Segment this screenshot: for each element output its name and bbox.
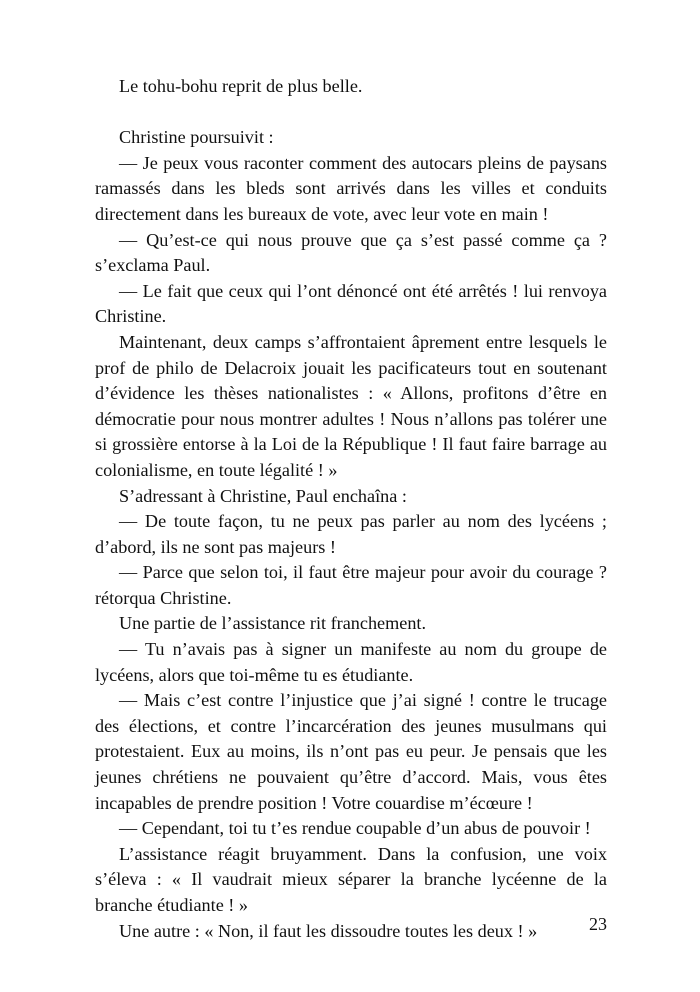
blank-line	[95, 100, 607, 126]
paragraph: Une autre : « Non, il faut les dissoudre toutes les deux ! »	[119, 920, 538, 941]
page-number: 23	[589, 914, 607, 934]
paragraph: — Mais c’est contre l’injustice que j’ai signé ! contre le trucage des élections, et contre l’incarcération des jeunes musulmans qui protestaient. Eux au moins, ils n’ont pas eu peur. Je pensais que les jeunes chrétiens ne pouvaient qu’être d’accord. Mais, vous êtes incapables de prendre position ! Votre couardise m’écœure !	[95, 690, 607, 813]
paragraph: Maintenant, deux camps s’affrontaient âprement entre lesquels le prof de philo de Delacroix jouait les pacificateurs tout en soutenant d’évidence les thèses nationalistes : « Allons, profitons d’être en démocratie pour nous montrer adultes ! Nous n’allons pas tolérer une si grossière entorse à la Loi de la République ! Il faut faire barrage au colonialisme, en toute légalité ! »	[95, 331, 607, 480]
paragraph: — Cependant, toi tu t’es rendue coupable d’un abus de pouvoir !	[119, 818, 591, 839]
paragraph: S’adressant à Christine, Paul enchaîna :	[119, 485, 407, 506]
paragraph: — Tu n’avais pas à signer un manifeste au nom du groupe de lycéens, alors que toi-même tu es étudiante.	[95, 639, 607, 685]
paragraph: — Le fait que ceux qui l’ont dénoncé ont été arrêtés ! lui renvoya Christine.	[95, 280, 607, 327]
paragraph: Le tohu-bohu reprit de plus belle.	[119, 76, 363, 96]
paragraph: — Parce que selon toi, il faut être majeur pour avoir du courage ? rétorqua Christine.	[95, 562, 607, 608]
paragraph: — Qu’est-ce qui nous prouve que ça s’est passé comme ça ? s’exclama Paul.	[95, 229, 607, 276]
paragraph: Une partie de l’assistance rit franchement.	[119, 613, 427, 634]
paragraph: — De toute façon, tu ne peux pas parler au nom des lycéens ; d’abord, ils ne sont pas majeurs !	[95, 511, 607, 557]
paragraph: L’assistance réagit bruyamment. Dans la confusion, une voix s’éleva : « Il vaudrait mieux séparer la branche lycéenne de la branche étudiante ! »	[95, 843, 607, 915]
paragraph: Christine poursuivit :	[119, 127, 274, 148]
paragraph: — Je peux vous raconter comment des autocars pleins de paysans ramassés dans les bleds sont arrivés dans les villes et conduits directement dans les bureaux de vote, avec leur vote en main !	[95, 152, 607, 224]
page-text	[95, 74, 607, 944]
